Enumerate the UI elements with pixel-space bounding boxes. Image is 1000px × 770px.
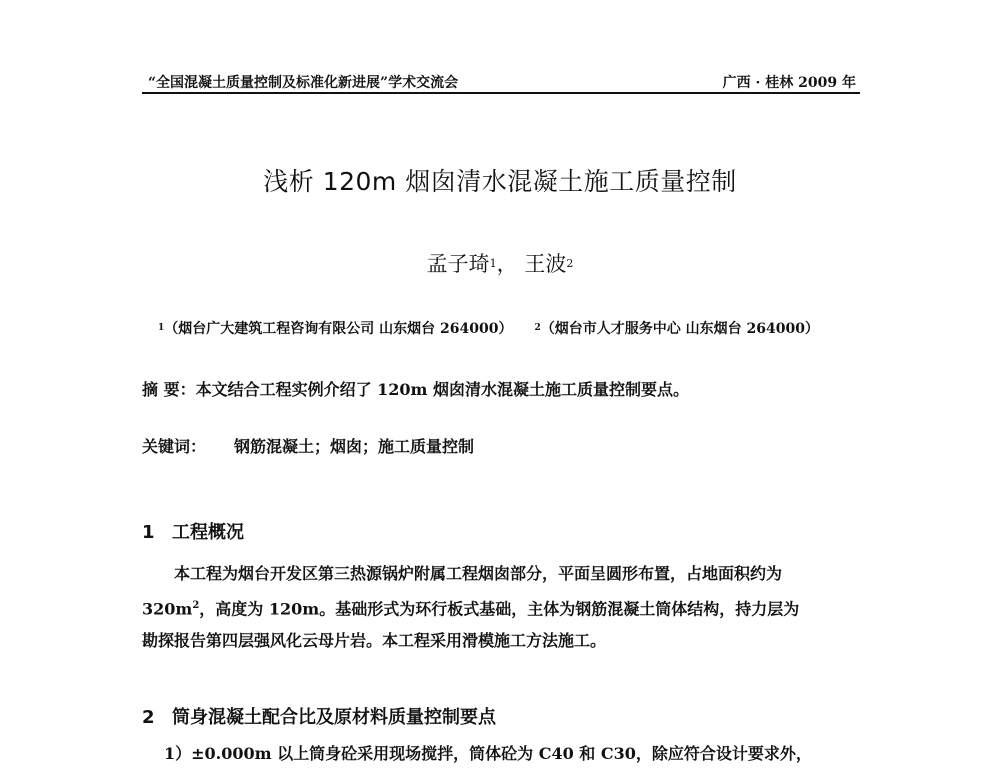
section-title: 筒身混凝土配合比及原材料质量控制要点	[172, 707, 496, 728]
section-number: 2	[142, 707, 155, 728]
section-paragraph	[142, 738, 860, 770]
keywords-label: 关键词：	[142, 437, 207, 456]
section-heading	[142, 703, 496, 729]
running-header	[142, 70, 860, 92]
paper-title: 浅析 120m 烟囱清水混凝土施工质量控制	[263, 167, 737, 196]
paragraph-line	[142, 590, 860, 625]
author-line	[0, 248, 1000, 278]
superscript: 2	[192, 600, 200, 611]
affiliations	[158, 318, 819, 338]
keywords-text: 钢筋混凝土；烟囱；施工质量控制	[234, 437, 475, 456]
abstract-label: 摘 要：	[142, 380, 196, 399]
location-year: 广西 · 桂林 2009 年	[722, 75, 856, 91]
paragraph-line: 1）±0.000m 以上筒身砼采用现场搅拌，筒体砼为 C40 和 C30，除应符合设计要求外，	[164, 744, 812, 763]
abstract-text: 本文结合工程实例介绍了 120m 烟囱清水混凝土施工质量控制要点。	[195, 380, 690, 399]
author-separator: ，	[496, 252, 518, 276]
affiliation-text: （烟台广大建筑工程咨询有限公司 山东烟台 264000）	[164, 321, 513, 337]
paragraph-text: 320m	[142, 599, 193, 619]
paragraph-line: 勘探报告第四层强风化云母片岩。本工程采用滑模施工方法施工。	[142, 631, 607, 651]
section-number: 1	[142, 522, 155, 543]
section-paragraph	[142, 558, 860, 657]
paragraph-text: ，高度为 120m。基础形式为环行板式基础，主体为钢筋混凝土筒体结构，持力层为	[199, 599, 800, 619]
paragraph-line: 本工程为烟台开发区第三热源锅炉附属工程烟囱部分，平面呈圆形布置，占地面积约为	[174, 564, 783, 583]
keywords	[142, 434, 474, 457]
affiliation-mark: 2	[534, 323, 541, 333]
header-rule	[142, 92, 860, 94]
author-name: 王波	[524, 252, 567, 276]
section-heading	[142, 518, 244, 544]
affiliation-mark: 1	[158, 323, 165, 333]
affiliation-text: （烟台市人才服务中心 山东烟台 264000）	[540, 321, 819, 337]
author-mark: 2	[566, 257, 574, 270]
conference-name: “全国混凝土质量控制及标准化新进展”学术交流会	[148, 75, 459, 91]
section-title: 工程概况	[172, 522, 244, 543]
abstract	[142, 377, 689, 400]
author-mark: 1	[489, 257, 497, 270]
author-name: 孟子琦	[426, 252, 490, 276]
